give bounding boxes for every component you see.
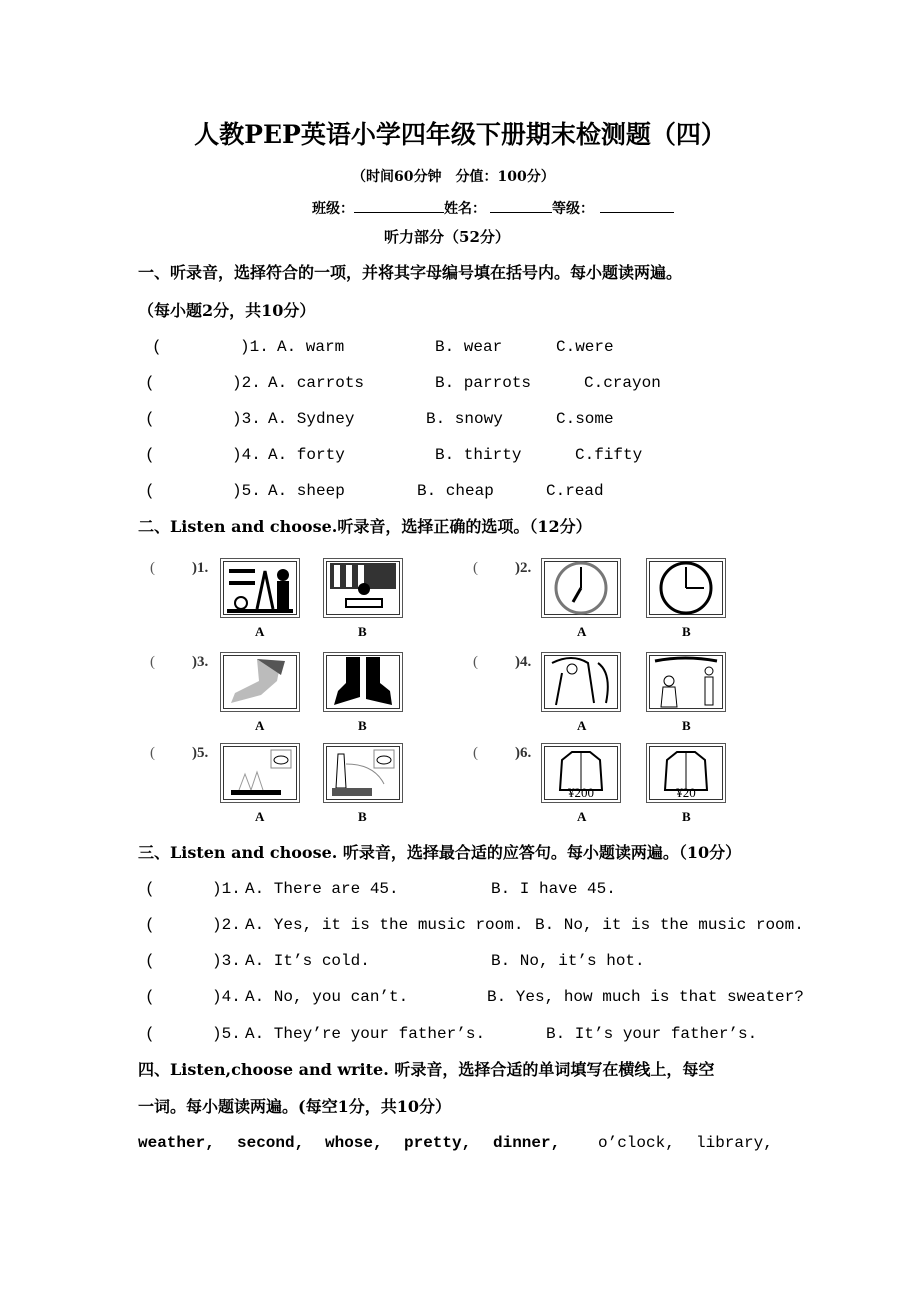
question-number: )1. [240,338,269,356]
option-label-a: A [577,718,587,733]
answer-paren[interactable]: ( [473,560,478,576]
section4-heading-2: 一词。每小题读两遍。(每空1分，共10分） [138,1097,451,1116]
price-label: ¥20 [676,785,696,800]
answer-paren[interactable]: ( [473,654,478,670]
sydney-cloudy-illustration [221,744,299,802]
question-number: )6. [515,745,532,761]
clock-7-oclock-illustration [542,559,620,617]
option-c: C.were [556,338,614,356]
picture-option-a[interactable] [220,652,300,712]
option-a: A. They’re your father’s. [245,1025,486,1043]
question-number: )4. [212,988,241,1006]
question-number: )3. [192,654,209,670]
option-b: B. No, it’s hot. [491,952,645,970]
girl-waving-illustration [647,653,725,711]
answer-paren[interactable]: ( [145,482,155,500]
picture-option-a[interactable] [541,652,621,712]
option-a: A. Yes, it is the music room. [245,916,524,934]
question-number: )4. [515,654,532,670]
answer-paren[interactable]: ( [145,446,155,464]
student-info-line [312,200,674,216]
question-number: )4. [232,446,261,464]
option-a: A. Sydney [268,410,355,428]
option-label-b: B [682,624,691,639]
clock-3-oclock-illustration [647,559,725,617]
word-bank-item: pretty, [404,1134,472,1152]
picture-option-b[interactable] [323,743,403,803]
class-label: 班级： [312,201,354,217]
picture-option-a[interactable] [220,558,300,618]
option-label-a: A [255,718,265,733]
option-b: B. wear [435,338,503,356]
option-a: A. sheep [268,482,345,500]
answer-paren[interactable]: ( [145,410,155,428]
section3-heading: 三、Listen and choose. 听录音，选择最合适的应答句。每小题读两遍。（10分） [138,843,742,862]
word-bank-item: whose, [325,1134,383,1152]
word-bank-item: dinner, [493,1134,561,1152]
page-title: 人教PEP英语小学四年级下册期末检测题（四） [194,120,726,149]
option-a: A. No, you can’t. [245,988,409,1006]
option-label-b: B [358,809,367,824]
answer-paren[interactable]: ( [145,988,155,1006]
option-c: C.fifty [575,446,643,464]
name-label: 姓名： [444,201,486,217]
answer-paren[interactable]: ( [145,880,155,898]
sock-illustration [221,653,299,711]
class-blank[interactable] [354,200,444,213]
picture-option-b[interactable] [323,558,403,618]
option-b: B. parrots [435,374,532,392]
option-a: A. It’s cold. [245,952,370,970]
answer-paren[interactable]: ( [150,560,155,576]
option-c: C.read [546,482,604,500]
picture-option-a[interactable] [541,743,621,803]
option-a: A. warm [277,338,345,356]
grade-label: 等级： [552,201,594,217]
section4-heading: 四、Listen,choose and write. 听录音，选择合适的单词填写在横线上，每空 [138,1060,715,1079]
listening-part-title: 听力部分（52分） [384,228,510,246]
question-number: )2. [212,916,241,934]
picture-option-a[interactable] [220,743,300,803]
rain-cloudy-illustration [324,744,402,802]
farm-horse-illustration [542,653,620,711]
question-number: )1. [212,880,241,898]
option-label-b: B [358,718,367,733]
section1-note: （每小题2分，共10分） [138,301,316,320]
question-number: )5. [212,1025,241,1043]
option-a: A. forty [268,446,345,464]
option-b: B. No, it is the music room. [535,916,804,934]
picture-option-b[interactable] [646,652,726,712]
option-label-b: B [682,718,691,733]
answer-paren[interactable]: ( [145,916,155,934]
word-bank-item: second, [237,1134,305,1152]
option-label-b: B [358,624,367,639]
boots-illustration [324,653,402,711]
answer-paren[interactable]: ( [145,952,155,970]
exam-info: （时间60分钟 分值：100分） [352,169,555,185]
question-number: )2. [232,374,261,392]
name-blank[interactable] [490,200,552,213]
option-b: B. It’s your father’s. [546,1025,758,1043]
option-b: B. Yes, how much is that sweater? [487,988,804,1006]
section2-heading: 二、Listen and choose.听录音，选择正确的选项。（12分） [138,517,592,536]
question-number: )2. [515,560,532,576]
question-number: )5. [232,482,261,500]
option-label-a: A [255,624,265,639]
option-c: C.some [556,410,614,428]
answer-paren[interactable]: ( [145,374,155,392]
answer-paren[interactable]: ( [150,745,155,761]
section1-heading: 一、听录音，选择符合的一项，并将其字母编号填在括号内。每小题读两遍。 [138,263,683,282]
grade-blank[interactable] [600,200,674,213]
option-label-a: A [577,809,587,824]
option-b: B. snowy [426,410,503,428]
answer-paren[interactable]: ( [152,338,162,356]
option-label-a: A [255,809,265,824]
word-bank-item: library, [696,1134,773,1152]
question-number: )5. [192,745,209,761]
option-c: C.crayon [584,374,661,392]
picture-option-b[interactable] [646,558,726,618]
answer-paren[interactable]: ( [150,654,155,670]
price-label: ¥200 [568,785,594,800]
answer-paren[interactable]: ( [473,745,478,761]
option-a: A. There are 45. [245,880,399,898]
word-bank-item: weather, [138,1134,215,1152]
picture-option-b[interactable] [646,743,726,803]
option-label-b: B [682,809,691,824]
option-label-a: A [577,624,587,639]
picture-option-a[interactable] [541,558,621,618]
question-number: )1. [192,560,209,576]
question-number: )3. [232,410,261,428]
option-b: B. cheap [417,482,494,500]
library-illustration [324,559,402,617]
option-b: B. I have 45. [491,880,616,898]
picture-option-b[interactable] [323,652,403,712]
art-room-illustration [221,559,299,617]
word-bank-item: o’clock, [598,1134,675,1152]
question-number: )3. [212,952,241,970]
option-b: B. thirty [435,446,522,464]
option-a: A. carrots [268,374,365,392]
answer-paren[interactable]: ( [145,1025,155,1043]
